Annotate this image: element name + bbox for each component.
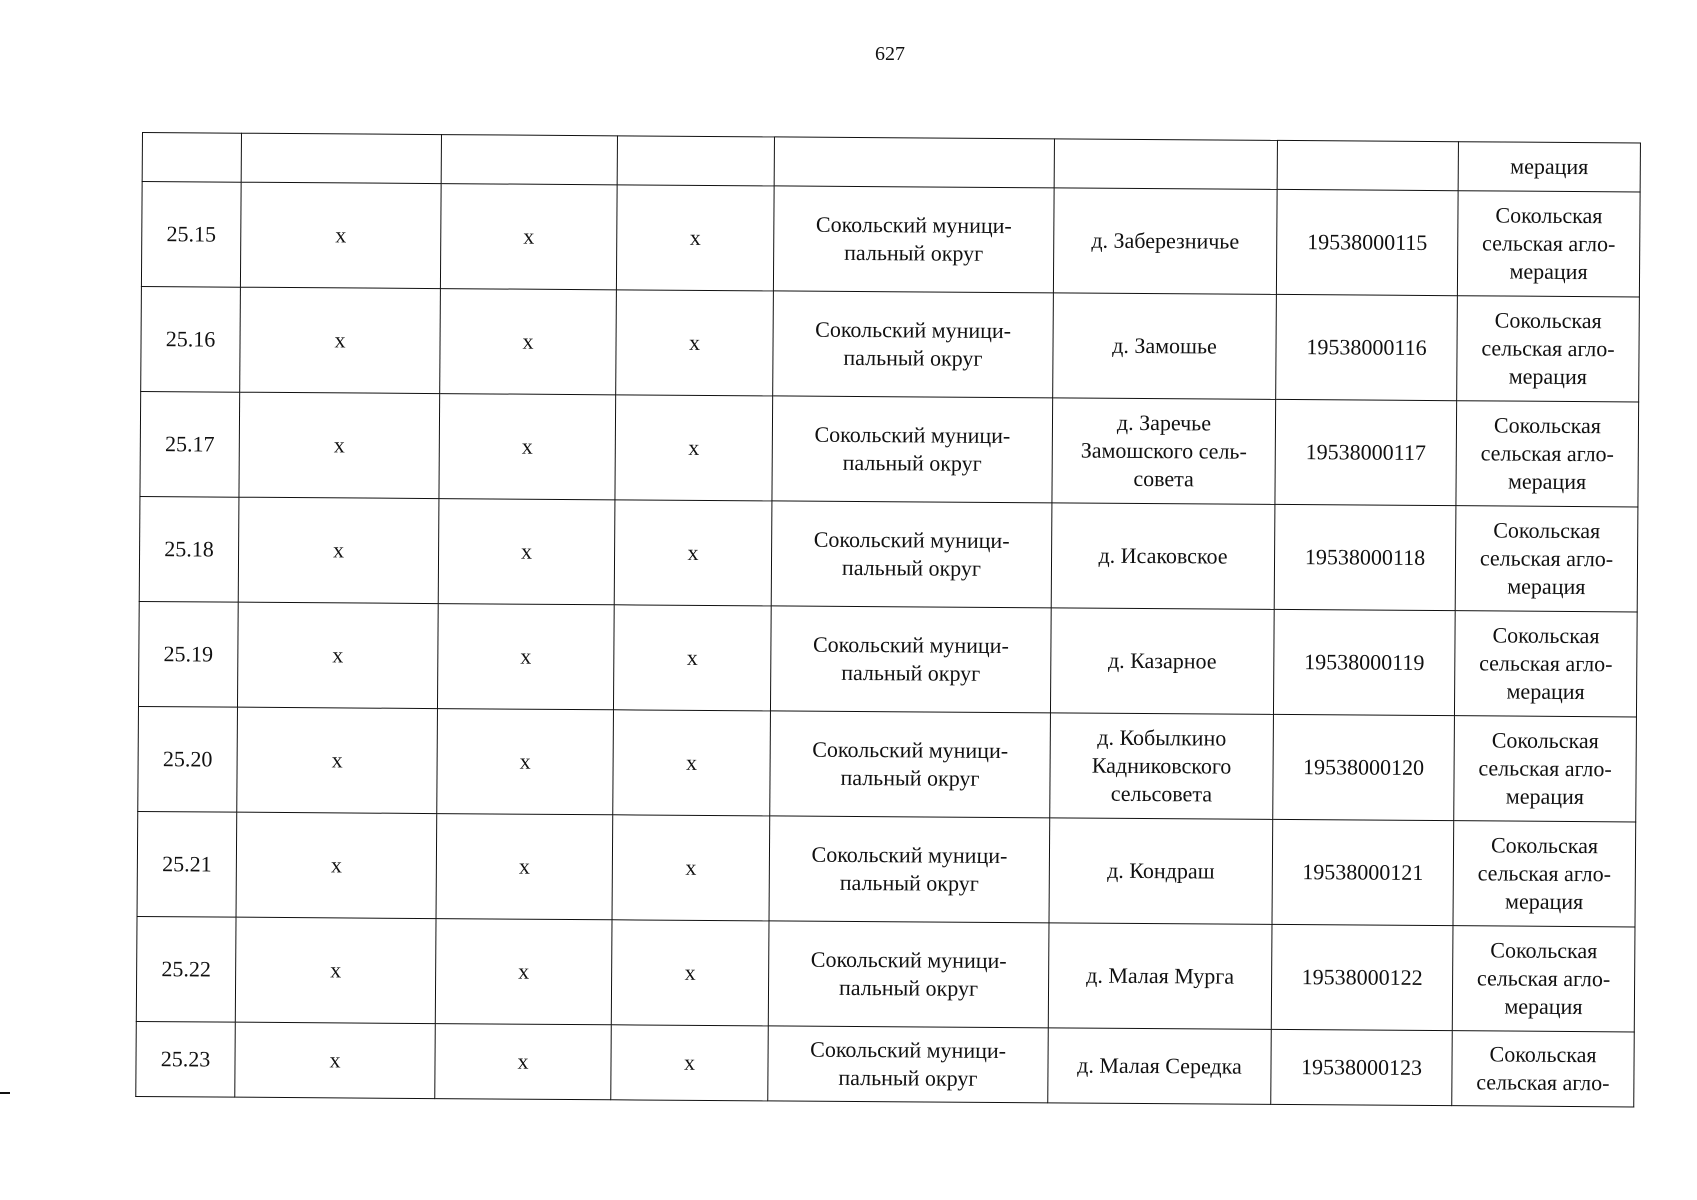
cell-mark: х — [438, 499, 615, 605]
cell-code: 19538000117 — [1275, 399, 1457, 505]
margin-dash — [0, 1092, 10, 1094]
head-cell — [441, 135, 617, 185]
cell-mark: х — [612, 815, 770, 921]
cell-row-number: 25.20 — [138, 706, 238, 812]
head-cell — [142, 133, 241, 183]
settlements-table — [135, 132, 1641, 1107]
table-body — [136, 133, 1641, 1107]
cell-mark: х — [614, 500, 772, 606]
cell-district: Сокольский муници- пальный округ — [772, 396, 1053, 503]
cell-locality: д. Малая Середка — [1048, 1028, 1272, 1105]
cell-mark: х — [235, 917, 436, 1023]
cell-mark: х — [440, 289, 617, 395]
cell-mark: х — [616, 290, 774, 396]
cell-district: Сокольский муници- пальный округ — [770, 711, 1051, 818]
cell-mark: х — [238, 497, 439, 603]
cell-district: Сокольский муници- пальный округ — [773, 291, 1054, 398]
cell-code: 19538000120 — [1273, 714, 1455, 820]
head-cell — [1054, 139, 1277, 190]
table-row — [140, 391, 1639, 506]
cell-mark: х — [439, 394, 616, 500]
cell-mark: х — [235, 1022, 436, 1098]
cell-row-number: 25.21 — [137, 811, 237, 917]
cell-row-number: 25.18 — [139, 496, 239, 602]
cell-mark: х — [440, 184, 617, 290]
cell-locality: д. Казарное — [1050, 608, 1274, 715]
cell-code: 19538000116 — [1276, 294, 1458, 400]
cell-row-number: 25.17 — [140, 391, 240, 497]
cell-agglomeration: Сокольская сельская агло- мерация — [1456, 401, 1639, 507]
cell-mark: х — [236, 812, 437, 918]
cell-code: 19538000119 — [1273, 609, 1455, 715]
cell-mark: х — [437, 604, 614, 710]
cell-mark: х — [240, 182, 441, 288]
cell-agglomeration: Сокольская сельская агло- мерация — [1455, 506, 1638, 612]
head-cell — [1277, 140, 1458, 190]
table-row — [136, 1021, 1634, 1106]
page-number: 627 — [875, 43, 905, 65]
cell-district: Сокольский муници- пальный округ — [768, 921, 1049, 1028]
cell-mark: х — [613, 605, 771, 711]
table-row — [141, 286, 1640, 401]
cell-agglomeration: Сокольская сельская агло- мерация — [1453, 821, 1636, 927]
cell-district: Сокольский муници- пальный округ — [769, 816, 1050, 923]
cell-district: Сокольский муници- пальный округ — [771, 501, 1052, 608]
cell-locality: д. Заречье Замошского сель- совета — [1052, 398, 1276, 505]
cell-district: Сокольский муници- пальный округ — [770, 606, 1051, 713]
table-row — [137, 811, 1636, 926]
cell-locality: д. Кобылкино Кадниковского сельсовета — [1050, 713, 1274, 820]
cell-mark: х — [237, 707, 438, 813]
cell-mark: х — [616, 185, 774, 291]
cell-mark: х — [435, 1024, 612, 1100]
cell-agglomeration: Сокольская сельская агло- мерация — [1452, 926, 1635, 1032]
cell-agglomeration: Сокольская сельская агло- мерация — [1457, 191, 1640, 297]
head-cell — [617, 136, 774, 186]
cell-row-number: 25.22 — [136, 916, 236, 1022]
cell-locality: д. Малая Мурга — [1048, 923, 1272, 1030]
head-cell — [774, 137, 1054, 188]
head-cell — [241, 133, 441, 183]
cell-code: 19538000122 — [1271, 924, 1453, 1030]
cell-mark: х — [239, 392, 440, 498]
cell-row-number: 25.15 — [141, 182, 241, 288]
cell-mark: х — [615, 395, 773, 501]
cell-mark: х — [613, 710, 771, 816]
cell-mark: х — [436, 814, 613, 920]
table-row — [138, 706, 1637, 821]
cell-locality: д. Замошье — [1053, 293, 1277, 400]
cell-row-number: 25.16 — [141, 286, 241, 392]
head-cell-agglomeration: мерация — [1458, 142, 1640, 192]
table-row — [138, 601, 1637, 716]
cell-agglomeration: Сокольская сельская агло- мерация — [1454, 716, 1637, 822]
cell-locality: д. Заберезничье — [1053, 188, 1277, 295]
cell-mark: х — [237, 602, 438, 708]
table-row — [141, 182, 1640, 297]
cell-mark: х — [437, 709, 614, 815]
cell-code: 19538000121 — [1272, 819, 1454, 925]
cell-locality: д. Исаковское — [1051, 503, 1275, 610]
cell-row-number: 25.23 — [136, 1021, 236, 1097]
table-row — [136, 916, 1635, 1031]
cell-agglomeration: Сокольская сельская агло- мерация — [1457, 296, 1640, 402]
cell-row-number: 25.19 — [138, 601, 238, 707]
cell-district: Сокольский муници- пальный округ — [768, 1026, 1049, 1103]
cell-locality: д. Кондраш — [1049, 818, 1273, 925]
cell-mark: х — [611, 1025, 769, 1101]
cell-district: Сокольский муници- пальный округ — [773, 186, 1054, 293]
cell-mark: х — [611, 920, 769, 1026]
cell-code: 19538000115 — [1276, 189, 1458, 295]
cell-agglomeration: Сокольская сельская агло- — [1452, 1031, 1635, 1107]
cell-mark: х — [240, 287, 441, 393]
cell-agglomeration: Сокольская сельская агло- мерация — [1454, 611, 1637, 717]
cell-code: 19538000123 — [1271, 1029, 1453, 1105]
table-row — [139, 496, 1638, 611]
cell-code: 19538000118 — [1274, 504, 1456, 610]
cell-mark: х — [435, 919, 612, 1025]
